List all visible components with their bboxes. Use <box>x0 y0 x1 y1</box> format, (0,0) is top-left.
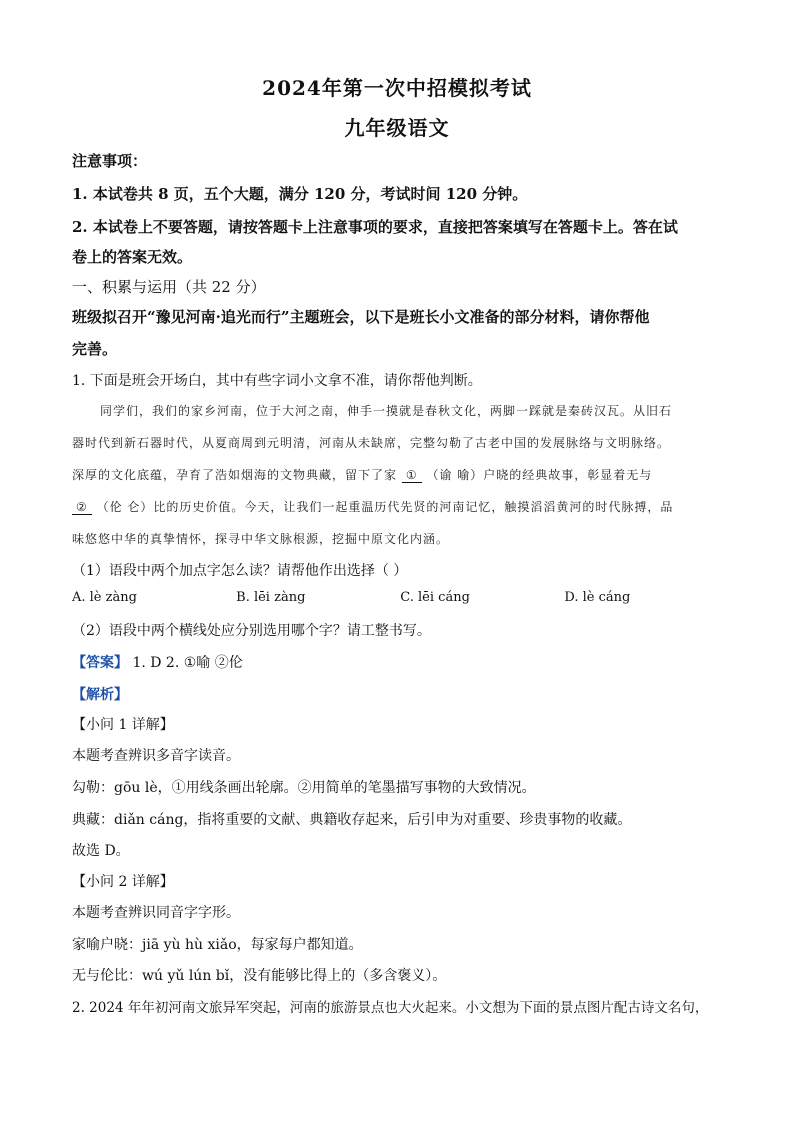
detail-1-line-3: 典藏：diǎn cáng，指将重要的文献、典籍收存起来，后引申为对重要、珍贵事物的收藏。 <box>72 812 632 828</box>
answer-tag: 【答案】 <box>72 655 128 671</box>
notice-item-1: 1. 本试卷共 8 页，五个大题，满分 120 分，考试时间 120 分钟。 <box>72 185 528 203</box>
detail-2-line-2: 家喻户晓：jiā yù hù xiǎo，每家每户都知道。 <box>72 937 363 953</box>
answer-row <box>72 652 724 672</box>
notice-item-2-line2: 卷上的答案无效。 <box>72 248 193 266</box>
notice-item-2-line1: 2. 本试卷上不要答题，请按答题卡上注意事项的要求，直接把答案填写在答题卡上。答在试 <box>72 218 678 236</box>
section-1-intro-line2: 完善。 <box>72 340 118 358</box>
option-d: D. lè cáng <box>564 590 631 605</box>
notice-heading: 注意事项： <box>72 152 148 170</box>
answer-options <box>72 590 724 605</box>
passage-line-3-part-a: 深厚的文化底蕴，孕育了浩如烟海的文物典藏，留下了家 <box>72 468 398 482</box>
detail-2-line-1: 本题考查辨识同音字字形。 <box>72 905 240 921</box>
detail-1-line-4: 故选 D。 <box>72 843 130 859</box>
sub-question-1: （1）语段中两个加点字怎么读？请帮他作出选择（ ） <box>72 563 408 579</box>
passage-line-5: 味悠悠中华的真挚情怀，探寻中华文脉根源，挖掘中原文化内涵。 <box>72 532 450 546</box>
passage-line-4-part-b: （伦 仑）比的历史价值。今天，让我们一起重温历代先贤的河南记忆，触摸滔滔黄河的时代脉搏，品 <box>96 500 674 514</box>
question-1-stem: 1. 下面是班会开场白，其中有些字词小文拿不准，请你帮他判断。 <box>72 373 482 389</box>
exam-title: 2024年第一次中招模拟考试 <box>262 76 532 100</box>
blank-1: ① <box>402 468 422 483</box>
blank-2: ② <box>72 500 92 515</box>
answer-content: 1. D 2. ①喻 ②伦 <box>132 655 243 671</box>
exam-subtitle: 九年级语文 <box>344 116 450 140</box>
detail-2-line-3: 无与伦比：wú yǔ lún bǐ，没有能够比得上的（多含褒义）。 <box>72 968 447 984</box>
passage-line-3 <box>72 466 724 483</box>
detail-1-line-2: 勾勒：gōu lè，①用线条画出轮廓。②用简单的笔墨描写事物的大致情况。 <box>72 780 536 796</box>
section-1-intro-line1: 班级拟召开“豫见河南·追光而行”主题班会，以下是班长小文准备的部分材料，请你帮他 <box>72 308 650 326</box>
option-c: C. lēi cáng <box>400 590 470 605</box>
passage-line-2: 器时代到新石器时代，从夏商周到元明清，河南从未缺席，完整勾勒了古老中国的发展脉络与文明脉络。 <box>72 436 671 450</box>
section-1-heading: 一、积累与运用（共 22 分） <box>72 278 266 296</box>
detail-1-line-1: 本题考查辨识多音字读音。 <box>72 748 240 764</box>
option-a: A. lè zàng <box>72 590 137 605</box>
sub-question-2: （2）语段中两个横线处应分别选用哪个字？请工整书写。 <box>72 623 431 639</box>
question-2-stem: 2. 2024 年年初河南文旅异军突起，河南的旅游景点也大火起来。小文想为下面的景点图片配古诗文名句， <box>72 1000 709 1016</box>
passage-line-4 <box>72 498 724 515</box>
detail-2-heading: 【小问 2 详解】 <box>72 874 174 890</box>
passage-line-1: 同学们，我们的家乡河南，位于大河之南，伸手一摸就是春秋文化，两脚一踩就是秦砖汉瓦。从旧石 <box>100 404 673 418</box>
detail-1-heading: 【小问 1 详解】 <box>72 717 174 733</box>
analysis-tag: 【解析】 <box>72 687 128 703</box>
passage-line-3-part-b: （谕 喻）户晓的经典故事，彰显着无与 <box>426 468 653 482</box>
option-b: B. lēi zàng <box>236 590 306 605</box>
